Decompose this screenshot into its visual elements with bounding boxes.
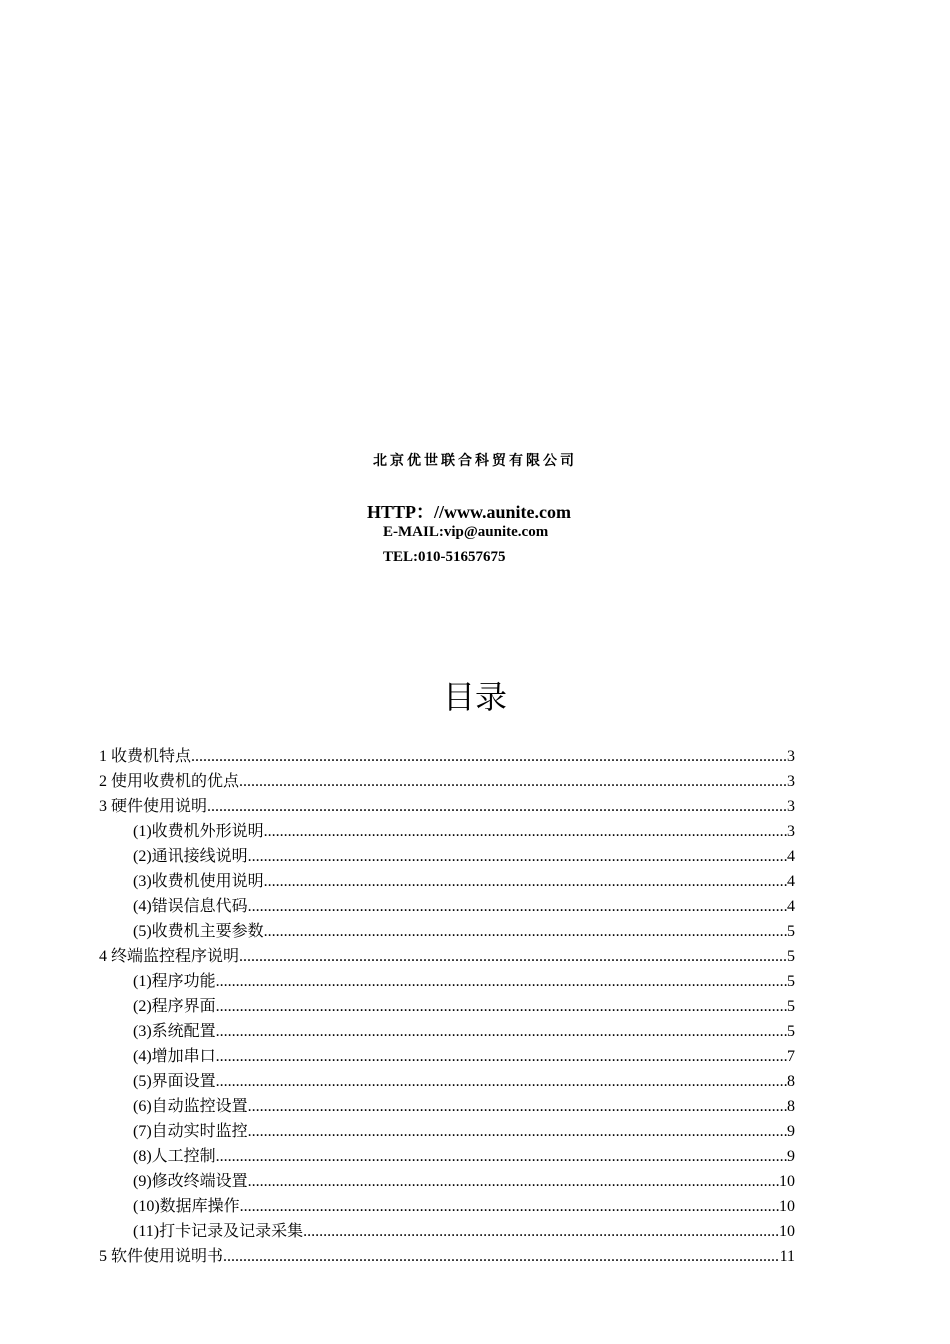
toc-entry-label: (5)界面设置 [133, 1073, 216, 1090]
toc-subentry[interactable] [99, 1044, 795, 1069]
toc-entry-page: 5 [787, 1023, 795, 1040]
toc-leader-dots [248, 1119, 787, 1144]
toc-entry-label: (1)收费机外形说明 [133, 823, 264, 840]
toc-entry-page: 7 [787, 1048, 795, 1065]
toc-subentry[interactable] [99, 819, 795, 844]
toc-entry-label: (10)数据库操作 [133, 1198, 240, 1215]
toc-entry-page: 3 [787, 823, 795, 840]
toc-leader-dots [248, 894, 787, 919]
toc-leader-dots [264, 869, 787, 894]
toc-entry[interactable] [99, 944, 795, 969]
toc-leader-dots [216, 1044, 787, 1069]
toc-leader-dots [248, 844, 787, 869]
toc-leader-dots [303, 1219, 779, 1244]
toc-leader-dots [248, 1169, 779, 1194]
toc-entry-label: (3)系统配置 [133, 1023, 216, 1040]
toc-leader-dots [264, 919, 787, 944]
toc-leader-dots [216, 1144, 787, 1169]
toc-entry-label: 1 收费机特点 [99, 748, 192, 765]
toc-entry-page: 8 [787, 1073, 795, 1090]
toc-entry-label: (2)通讯接线说明 [133, 848, 248, 865]
toc-entry-page: 5 [787, 998, 795, 1015]
toc-entry-label: (4)增加串口 [133, 1048, 216, 1065]
toc-subentry[interactable] [99, 1019, 795, 1044]
toc-entry[interactable] [99, 744, 795, 769]
toc-entry-label: (9)修改终端设置 [133, 1173, 248, 1190]
toc-subentry[interactable] [99, 969, 795, 994]
toc-entry-label: (4)错误信息代码 [133, 898, 248, 915]
toc-leader-dots [216, 969, 787, 994]
toc-entry[interactable] [99, 1244, 795, 1269]
toc-entry-label: (8)人工控制 [133, 1148, 216, 1165]
toc-entry-label: 5 软件使用说明书 [99, 1248, 224, 1265]
toc-leader-dots [191, 744, 787, 769]
toc-entry-label: (6)自动监控设置 [133, 1098, 248, 1115]
toc-entry-label: (7)自动实时监控 [133, 1123, 248, 1140]
toc-entry-page: 9 [787, 1123, 795, 1140]
toc-entry-page: 5 [787, 948, 795, 965]
toc-entry-label: 2 使用收费机的优点 [99, 773, 240, 790]
toc-entry[interactable] [99, 769, 795, 794]
toc-entry-page: 9 [787, 1148, 795, 1165]
toc-entry-page: 11 [779, 1248, 795, 1265]
company-name: 北京优世联合科贸有限公司 [373, 453, 577, 469]
toc-entry-label: (1)程序功能 [133, 973, 216, 990]
toc-entry-page: 3 [787, 798, 795, 815]
toc-leader-dots [207, 794, 787, 819]
toc-subentry[interactable] [99, 1119, 795, 1144]
toc-leader-dots [239, 944, 787, 969]
toc-subentry[interactable] [99, 994, 795, 1019]
toc-subentry[interactable] [99, 1069, 795, 1094]
toc-entry-page: 5 [787, 923, 795, 940]
toc-entry-page: 10 [779, 1198, 795, 1215]
toc-subentry[interactable] [99, 1094, 795, 1119]
toc-leader-dots [216, 994, 787, 1019]
toc-entry[interactable] [99, 794, 795, 819]
phone-line: TEL:010-51657675 [383, 549, 506, 565]
toc-leader-dots [239, 769, 787, 794]
table-of-contents [99, 744, 795, 1269]
toc-leader-dots [216, 1019, 787, 1044]
website-line: HTTP：//www.aunite.com [367, 502, 572, 522]
toc-entry-label: 3 硬件使用说明 [99, 798, 208, 815]
toc-subentry[interactable] [99, 1169, 795, 1194]
toc-entry-page: 5 [787, 973, 795, 990]
email-line: E-MAIL:vip@aunite.com [383, 524, 549, 540]
toc-entry-label: (11)打卡记录及记录采集 [133, 1223, 304, 1240]
toc-leader-dots [240, 1194, 779, 1219]
toc-subentry[interactable] [99, 894, 795, 919]
toc-subentry[interactable] [99, 844, 795, 869]
toc-leader-dots [264, 819, 787, 844]
toc-entry-page: 4 [787, 848, 795, 865]
toc-leader-dots [223, 1244, 780, 1269]
toc-entry-page: 4 [787, 898, 795, 915]
toc-subentry[interactable] [99, 1144, 795, 1169]
toc-entry-label: (3)收费机使用说明 [133, 873, 264, 890]
toc-subentry[interactable] [99, 869, 795, 894]
toc-entry-label: (2)程序界面 [133, 998, 216, 1015]
toc-entry-label: (5)收费机主要参数 [133, 923, 264, 940]
toc-entry-page: 4 [787, 873, 795, 890]
toc-entry-page: 10 [779, 1173, 795, 1190]
toc-leader-dots [248, 1094, 787, 1119]
toc-entry-page: 3 [787, 748, 795, 765]
toc-subentry[interactable] [99, 1194, 795, 1219]
toc-subentry[interactable] [99, 919, 795, 944]
toc-title: 目录 [442, 678, 507, 716]
toc-subentry[interactable] [99, 1219, 795, 1244]
toc-leader-dots [216, 1069, 787, 1094]
toc-entry-page: 8 [787, 1098, 795, 1115]
toc-entry-label: 4 终端监控程序说明 [99, 948, 240, 965]
toc-entry-page: 10 [779, 1223, 795, 1240]
toc-entry-page: 3 [787, 773, 795, 790]
